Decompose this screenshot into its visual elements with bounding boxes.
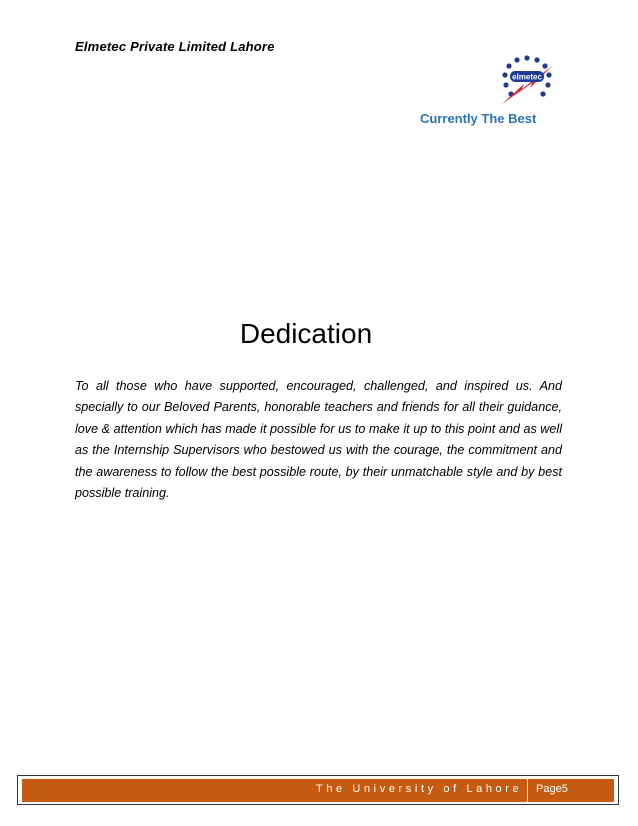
logo-text: elmetec — [512, 72, 542, 82]
footer-university: The University of Lahore — [316, 783, 523, 795]
footer-page-number: Page5 — [536, 783, 568, 795]
tagline: Currently The Best — [420, 111, 537, 126]
elmetec-logo — [494, 52, 560, 108]
footer — [17, 775, 619, 805]
footer-bar — [22, 779, 614, 802]
footer-divider — [527, 779, 528, 802]
page-title: Dedication — [239, 318, 373, 349]
header-company-name: Elmetec Private Limited Lahore — [75, 39, 275, 54]
dedication-paragraph: To all those who have supported, encouraged, challenged, and inspired us. And specially to our Beloved Parents, honorable teachers and friends for all their guidance, love & attention which has made it possible for us to make it up to this point and as well as the Internship Supervisors who bestowed us with the courage, the commitment and the awareness to follow the best possible route, by their unmatchable style and by best possible training. — [75, 379, 562, 501]
